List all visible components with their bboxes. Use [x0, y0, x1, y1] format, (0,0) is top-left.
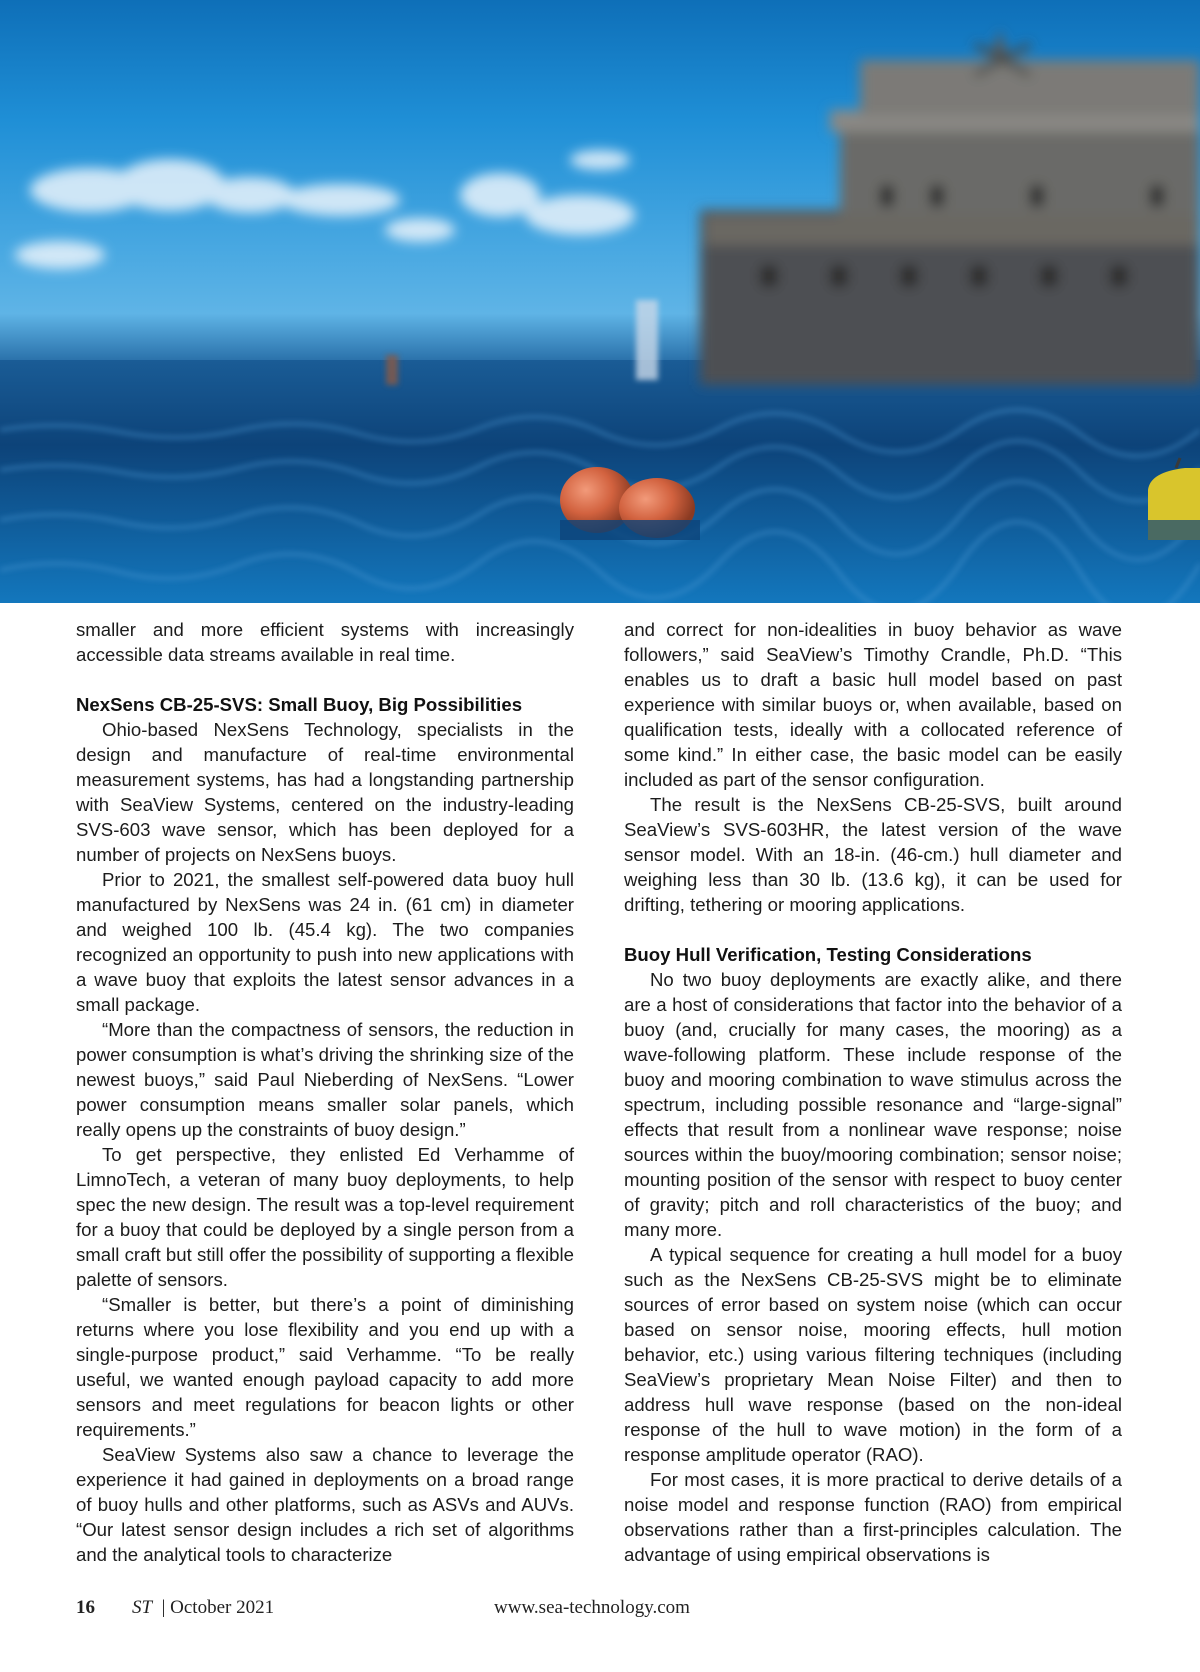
left-column — [76, 617, 574, 1567]
buoy-photo — [0, 0, 1200, 603]
paragraph: The result is the NexSens CB-25-SVS, built around SeaView’s SVS-603HR, the latest version of the wave sensor model. With an 18-in. (46-cm.) hull diameter and weighing less than 30 lb. (13.6 kg), it can be used for drifting, tethering or mooring applications. — [624, 794, 1122, 915]
publication-info — [132, 1597, 274, 1619]
right-column — [624, 617, 1122, 1567]
paragraph: Prior to 2021, the smallest self-powered data buoy hull manufactured by NexSens was 24 in. (61 cm) in diameter and weighed 100 lb. (45.4 kg). The two companies recognized an opportunity to push into new applications with a wave buoy that exploits the latest sensor advances in a small package. — [76, 869, 574, 1015]
paragraph: A typical sequence for creating a hull model for a buoy such as the NexSens CB-25-SVS might be to eliminate sources of error based on system noise (which can occur based on sensor noise, mooring effects, hull motion behavior, etc.) using various filtering techniques (including SeaView’s proprietary Mean Noise Filter) and then to address hull wave response (based on the non-ideal response of the hull to wave motion) in the form of a response amplitude operator (RAO). — [624, 1244, 1122, 1465]
magazine-name: ST — [132, 1597, 153, 1618]
photo-art — [0, 0, 1200, 603]
paragraph: SeaView Systems also saw a chance to leverage the experience it had gained in deployments on a broad range of buoy hulls and other platforms, such as ASVs and AUVs. “Our latest sensor design includes a rich set of algorithms and the analytical tools to characterize — [76, 1444, 574, 1565]
section-heading-small-buoy: NexSens CB-25-SVS: Small Buoy, Big Possibilities — [76, 694, 523, 715]
left-intro: smaller and more efficient systems with increasingly accessible data streams available in real time. — [76, 619, 574, 665]
paragraph: “More than the compactness of sensors, the reduction in power consumption is what’s driving the shrinking size of the newest buoys,” said Paul Nieberding of NexSens. “Lower power consumption means smaller solar panels, which really opens up the constraints of buoy design.” — [76, 1019, 574, 1140]
fort — [700, 30, 1200, 385]
page-footer — [76, 1597, 1126, 1623]
issue-date: | October 2021 — [161, 1597, 275, 1618]
clouds — [15, 150, 635, 269]
paragraph: “Smaller is better, but there’s a point of diminishing returns where you lose flexibility and you end up with a single-purpose product,” said Verhamme. “To be really useful, we wanted enough payload capacity to add more sensors and meet regulations for beacon lights or other requirements.” — [76, 1294, 574, 1440]
paragraph: Ohio-based NexSens Technology, specialists in the design and manufacture of real-time environmental measurement systems, has had a longstanding partnership with SeaView Systems, centered on the industry-leading SVS-603 wave sensor, which has been deployed for a number of projects on NexSens buoys. — [76, 719, 574, 865]
section-heading-hull-verification: Buoy Hull Verification, Testing Considerations — [624, 944, 1032, 965]
website-url[interactable]: www.sea-technology.com — [494, 1597, 690, 1618]
paragraph: To get perspective, they enlisted Ed Verhamme of LimnoTech, a veteran of many buoy deployments, to help spec the new design. The result was a top-level requirement for a buoy that could be deployed by a single person from a small craft but still offer the possibility of supporting a flexible palette of sensors. — [76, 1144, 574, 1290]
paragraph: For most cases, it is more practical to derive details of a noise model and response function (RAO) from empirical observations rather than a first-principles calculation. The advantage of using empirical observations is — [624, 1469, 1122, 1565]
right-intro: and correct for non-idealities in buoy behavior as wave followers,” said SeaView’s Timothy Crandle, Ph.D. “This enables us to draft a basic hull model based on past experience with similar buoys or, when available, based on qualification tests, ideally with a collocated reference of some kind.” In either case, the basic model can be easily included as part of the sensor configuration. — [624, 619, 1122, 790]
paragraph: No two buoy deployments are exactly alike, and there are a host of considerations that factor into the behavior of a buoy (and, crucially for many cases, the mooring) as a wave-following platform. These include response of the buoy and mooring combination to wave stimulus across the spectrum, including possible resonance and “large-signal” effects that result from a nonlinear wave response; noise sources within the buoy/mooring combination; sensor noise; mounting position of the sensor with respect to buoy center of gravity; pitch and roll characteristics of the buoy; and many more. — [624, 969, 1122, 1240]
page-number: 16 — [76, 1597, 95, 1618]
